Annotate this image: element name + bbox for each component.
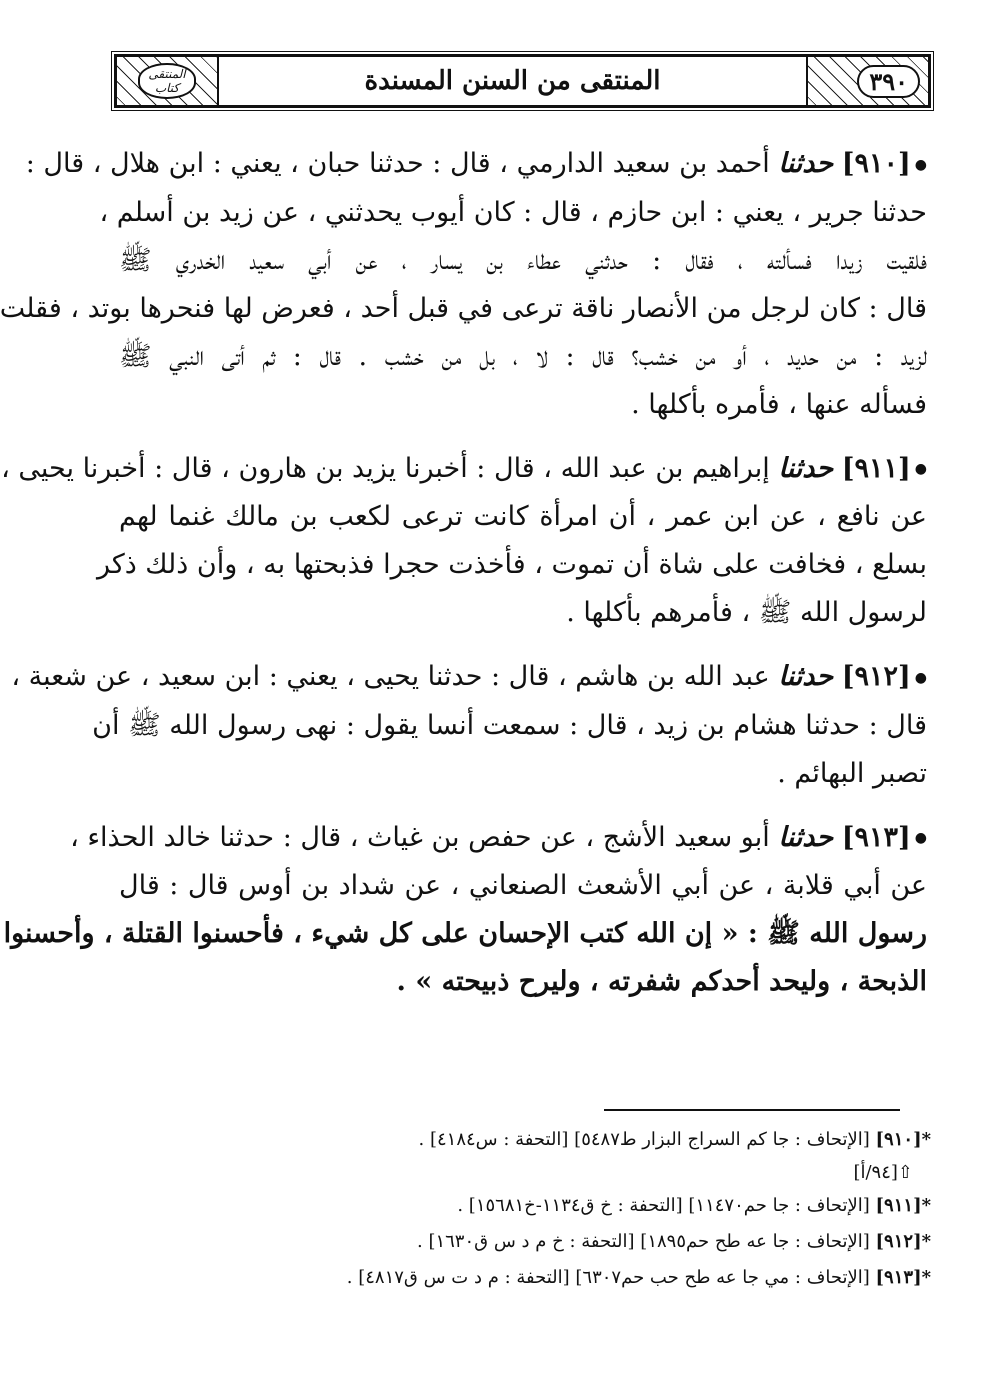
footnote-ref: *[٩١٠] bbox=[875, 1129, 931, 1150]
footnote-text: [الإتحاف : جا حم١١٤٧٠] [التحفة : خ ق١١٣٤-خ١٥٦٨١] . bbox=[457, 1195, 870, 1216]
bullet-icon: ● bbox=[914, 156, 927, 173]
text-line: رسول الله ﷺ : « إن الله كتب الإحسان على كل شيء ، فأحسنوا القتلة ، وأحسنوا bbox=[3, 918, 927, 949]
text-line bbox=[70, 814, 927, 863]
footnote-text: [الإتحاف : جا كم السراج البزار ط٥٤٨٧] [التحفة : س٤١٨٤] . bbox=[418, 1129, 870, 1150]
footnote-divider bbox=[604, 1109, 900, 1111]
footnote bbox=[271, 1122, 931, 1158]
footnote-text: [الإتحاف : جا عه طح حم١٨٩٥] [التحفة : خ م د س ق١٦٣٠] . bbox=[417, 1231, 870, 1252]
header-ornament-left bbox=[117, 57, 219, 105]
bullet-icon: ● bbox=[914, 669, 927, 686]
footnote-text: [الإتحاف : مي جا عه طح حب حم٦٣٠٧] [التحفة : م د ت س ق٤٨١٧] . bbox=[346, 1267, 870, 1288]
page-header bbox=[114, 54, 931, 108]
text-span: عبد الله بن هاشم ، قال : حدثنا يحيى ، يعني : ابن سعيد ، عن شعبة ، bbox=[11, 661, 779, 692]
text-span: إبراهيم بن عبد الله ، قال : أخبرنا يزيد بن هارون ، قال : أخبرنا يحيى ، bbox=[1, 452, 779, 484]
book-seal bbox=[138, 63, 195, 99]
text-line: لرسول الله ﷺ ، فأمرهم بأكلها . bbox=[566, 597, 927, 628]
bullet-icon: ● bbox=[914, 461, 927, 477]
text-line: فسأله عنها ، فأمره بأكلها . bbox=[631, 388, 927, 420]
hadith-number: [٩١٠] bbox=[841, 148, 911, 179]
narration-marker: حدثنا bbox=[778, 821, 834, 853]
text-line: بسلع ، فخافت على شاة أن تموت ، فأخذت حجرا فذبحتها به ، وأن ذلك ذكر bbox=[96, 549, 927, 580]
text-line: قال : كان لرجل من الأنصار ناقة ترعى في قبل أحد ، فعرض لها فنحرها بوتد ، فقلت bbox=[0, 292, 927, 324]
footnote bbox=[271, 1260, 931, 1296]
text-line: عن نافع ، عن ابن عمر ، أن امرأة كانت ترعى لكعب بن مالك غنما لهم bbox=[119, 501, 927, 532]
footnote bbox=[271, 1224, 931, 1260]
footnotes bbox=[271, 1122, 931, 1296]
text-span: أحمد بن سعيد الدارمي ، قال : حدثنا حبان ، يعني : ابن هلال ، قال : bbox=[25, 148, 779, 179]
hadith-number: [٩١٢] bbox=[841, 661, 911, 692]
book-seal-line: المنتقى bbox=[148, 67, 186, 81]
hadith-913 bbox=[3, 814, 927, 1007]
text-line: حدثنا جرير ، يعني : ابن حازم ، قال : كان أيوب يحدثني ، عن زيد بن أسلم ، bbox=[99, 196, 927, 228]
book-seal-line: كتاب bbox=[154, 81, 180, 95]
narration-marker: حدثنا bbox=[778, 148, 834, 179]
page-number: ٣٩٠ bbox=[857, 65, 920, 98]
hadith-912 bbox=[11, 653, 927, 798]
footnote-folio bbox=[271, 1158, 913, 1188]
folio-icon: ⇧ bbox=[897, 1162, 913, 1183]
text-line bbox=[1, 445, 927, 494]
footnote-ref: *[٩١٣] bbox=[875, 1267, 931, 1288]
text-line: الذبحة ، وليحد أحدكم شفرته ، وليرح ذبيحته » . bbox=[396, 966, 927, 997]
hadith-911 bbox=[1, 445, 927, 638]
footnote-folio-text: [٩٤/أ] bbox=[853, 1162, 898, 1183]
footnote bbox=[271, 1188, 931, 1224]
hadith-910 bbox=[0, 140, 927, 429]
header-ornament-right bbox=[806, 57, 928, 105]
narration-marker: حدثنا bbox=[778, 452, 834, 484]
text-span: أبو سعيد الأشج ، عن حفص بن غياث ، قال : حدثنا خالد الحذاء ، bbox=[70, 821, 779, 853]
text-line bbox=[11, 653, 927, 702]
main-text bbox=[0, 140, 927, 1022]
footnote-ref: *[٩١١] bbox=[875, 1195, 931, 1216]
hadith-number: [٩١١] bbox=[841, 452, 911, 484]
text-line: فلقيت زيدا فسألته ، فقال : حدثني عطاء بن يسار ، عن أبي سعيد الخدري ﷺ bbox=[119, 244, 927, 276]
text-line: قال : حدثنا هشام بن زيد ، قال : سمعت أنسا يقول : نهى رسول الله ﷺ أن bbox=[92, 709, 927, 741]
text-line bbox=[25, 140, 927, 189]
bullet-icon: ● bbox=[914, 830, 927, 846]
hadith-number: [٩١٣] bbox=[841, 821, 911, 853]
narration-marker: حدثنا bbox=[778, 661, 834, 692]
text-line: لزيد : من حديد ، أو من خشب؟ قال : لا ، بل من خشب . قال : ثم أتى النبي ﷺ bbox=[119, 340, 927, 372]
footnote-ref: *[٩١٢] bbox=[875, 1231, 931, 1252]
text-line: تصبر البهائم . bbox=[777, 757, 927, 789]
running-title: المنتقى من السنن المسندة bbox=[364, 66, 661, 96]
text-line: عن أبي قلابة ، عن أبي الأشعث الصنعاني ، عن شداد بن أوس قال : قال bbox=[119, 870, 927, 901]
